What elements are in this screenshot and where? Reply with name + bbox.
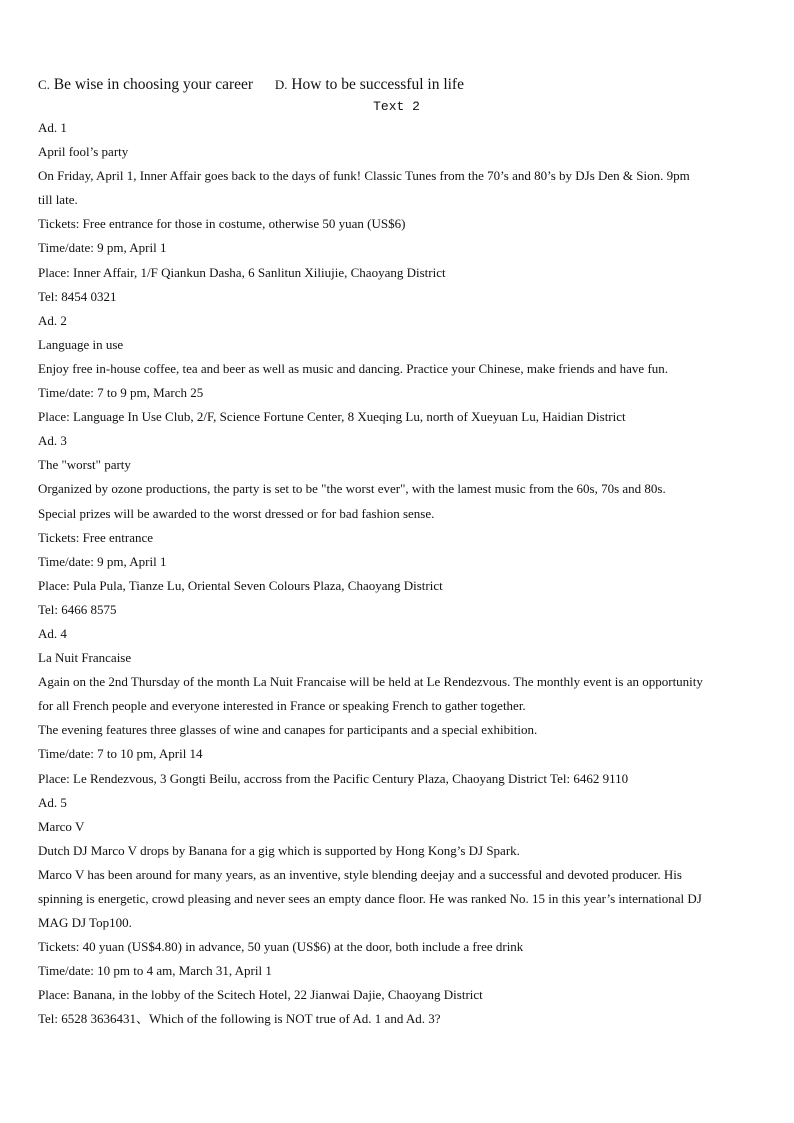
passage-line: Ad. 3: [38, 433, 67, 449]
option-c-letter: C.: [38, 77, 50, 92]
passage-line: Dutch DJ Marco V drops by Banana for a gig which is supported by Hong Kong’s DJ Spark.: [38, 842, 520, 858]
passage-line: Ad. 2: [38, 312, 67, 328]
passage-line: La Nuit Francaise: [38, 650, 132, 666]
passage-line: The "worst" party: [38, 457, 131, 473]
passage-line: Place: Banana, in the lobby of the Scitech Hotel, 22 Jianwai Dajie, Chaoyang District: [38, 987, 483, 1003]
passage-line: Again on the 2nd Thursday of the month La Nuit Francaise will be held at Le Rendezvous. The monthly event is an opportunity: [38, 674, 703, 690]
document-page: [38, 74, 763, 1032]
passage-line: Special prizes will be awarded to the worst dressed or for bad fashion sense.: [38, 505, 435, 521]
passage-line: Ad. 5: [38, 794, 67, 810]
passage-line: Ad. 4: [38, 625, 67, 641]
passage-line: Marco V: [38, 818, 85, 834]
passage-line: The evening features three glasses of wine and canapes for participants and a special exhibition.: [38, 722, 538, 738]
passage-line: Time/date: 7 to 9 pm, March 25: [38, 385, 204, 401]
passage-line: April fool’s party: [38, 144, 129, 160]
passage-line: spinning is energetic, crowd pleasing and never sees an empty dance floor. He was ranked No. 15 in this year’s international DJ: [38, 891, 702, 906]
passage-line: Language in use: [38, 336, 124, 352]
option-d-letter: D.: [274, 77, 288, 92]
passage-line: Time/date: 7 to 10 pm, April 14: [38, 746, 203, 762]
passage-line: Organized by ozone productions, the party is set to be "the worst ever", with the lamest music from the 60s, 70s and 80s.: [38, 481, 666, 497]
option-c-text: Be wise in choosing your career: [53, 76, 254, 93]
passage-line: Tel: 6466 8575: [38, 601, 117, 617]
section-title: Text 2: [373, 99, 420, 114]
passage-line: Place: Inner Affair, 1/F Qiankun Dasha, 6 Sanlitun Xiliujie, Chaoyang District: [38, 264, 446, 280]
passage-line: Marco V has been around for many years, as an inventive, style blending deejay and a successful and devoted producer. His: [38, 866, 682, 882]
passage-line: MAG DJ Top100.: [38, 915, 132, 931]
passage-line: for all French people and everyone interested in France or speaking French to gather together.: [38, 698, 526, 714]
passage-body: [38, 116, 763, 1032]
passage-line: Tickets: Free entrance: [38, 529, 154, 545]
answer-options-line: [38, 74, 763, 96]
passage-line: Time/date: 10 pm to 4 am, March 31, April 1: [38, 963, 272, 979]
passage-line: Tickets: Free entrance for those in costume, otherwise 50 yuan (US$6): [38, 216, 406, 232]
passage-line: Tel: 8454 0321: [38, 288, 117, 304]
passage-line: Time/date: 9 pm, April 1: [38, 240, 167, 256]
passage-line: Place: Le Rendezvous, 3 Gongti Beilu, accross from the Pacific Century Plaza, Chaoyang District Tel: 6462 9110: [38, 770, 629, 786]
passage-line: till late.: [38, 192, 78, 208]
passage-line: Place: Language In Use Club, 2/F, Science Fortune Center, 8 Xueqing Lu, north of Xueyuan Lu, Haidian District: [38, 409, 626, 425]
passage-line: Time/date: 9 pm, April 1: [38, 553, 167, 569]
passage-line: On Friday, April 1, Inner Affair goes back to the days of funk! Classic Tunes from the 70’s and 80’s by DJs Den & Sion. 9pm: [38, 168, 690, 184]
passage-line: Place: Pula Pula, Tianze Lu, Oriental Seven Colours Plaza, Chaoyang District: [38, 577, 443, 593]
passage-line: Ad. 1: [38, 120, 67, 135]
passage-line: Tickets: 40 yuan (US$4.80) in advance, 50 yuan (US$6) at the door, both include a free drink: [38, 939, 524, 955]
passage-line: Enjoy free in-house coffee, tea and beer as well as music and dancing. Practice your Chinese, make friends and have fun.: [38, 360, 669, 376]
passage-line: Tel: 6528 3636431、Which of the following is NOT true of Ad. 1 and Ad. 3?: [38, 1011, 441, 1027]
option-d-text: How to be successful in life: [291, 76, 464, 93]
